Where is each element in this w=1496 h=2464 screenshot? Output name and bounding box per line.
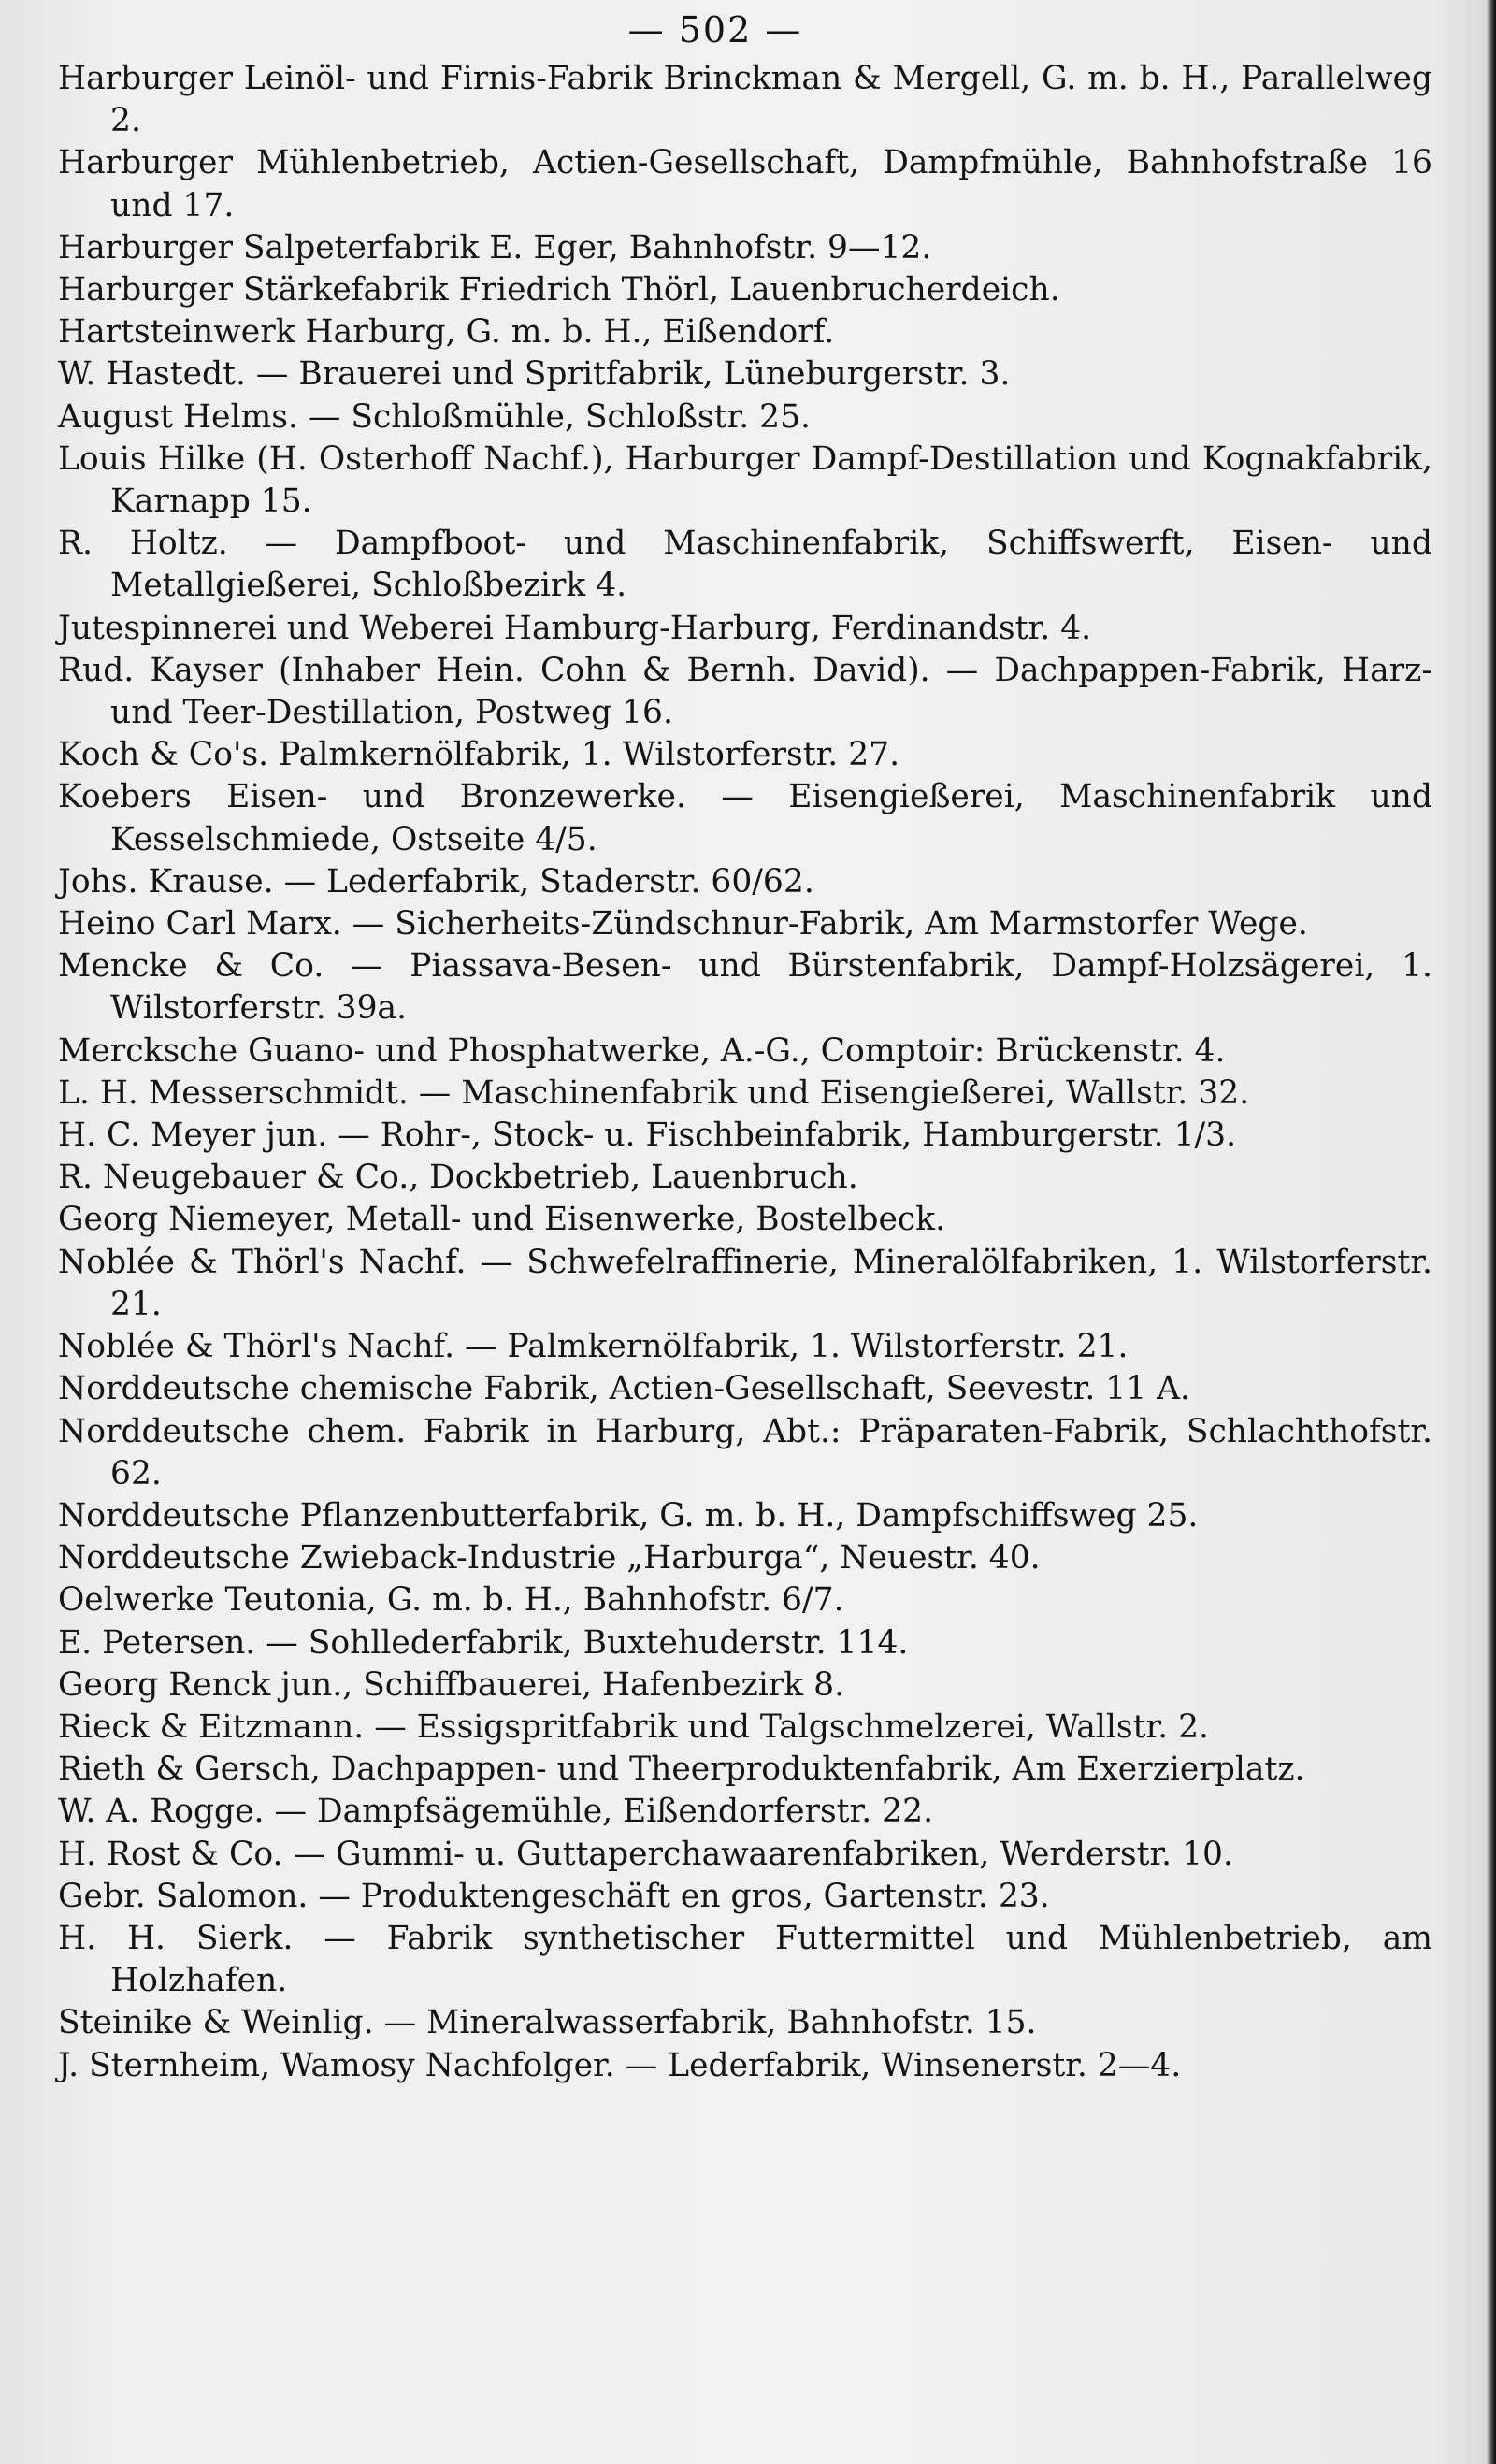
directory-entry: Louis Hilke (H. Osterhoff Nachf.), Harburger Dampf-Destillation und Kognakfabrik, Karnapp 15. [58, 439, 1432, 521]
directory-entry: Harburger Stärkefabrik Friedrich Thörl, Lauenbrucherdeich. [58, 271, 1060, 310]
page-edge-shadow [1487, 0, 1496, 2464]
directory-entry: August Helms. — Schloßmühle, Schloßstr. 25. [58, 397, 811, 436]
directory-entry: Jutespinnerei und Weberei Hamburg-Harburg, Ferdinandstr. 4. [58, 609, 1092, 647]
directory-entry: Rieth & Gersch, Dachpappen- und Theerproduktenfabrik, Am Exerzierplatz. [58, 1751, 1305, 1789]
directory-list [58, 58, 1432, 2087]
directory-entry: H. H. Sierk. — Fabrik synthetischer Futtermittel und Mühlenbetrieb, am Holzhafen. [58, 1919, 1432, 2000]
directory-entry: Mencke & Co. — Piassava-Besen- und Bürstenfabrik, Dampf-Holzsägerei, 1. Wilstorferstr. 39a. [58, 947, 1432, 1028]
directory-entry: Koebers Eisen- und Bronzewerke. — Eisengießerei, Maschinenfabrik und Kesselschmiede, Ostseite 4/5. [58, 778, 1432, 858]
directory-entry: Rud. Kayser (Inhaber Hein. Cohn & Bernh. David). — Dachpappen-Fabrik, Harz- und Teer-Destillation, Postweg 16. [58, 651, 1432, 732]
directory-entry: J. Sternheim, Wamosy Nachfolger. — Lederfabrik, Winsenerstr. 2—4. [58, 2046, 1182, 2084]
directory-entry: Heino Carl Marx. — Sicherheits-Zündschnur-Fabrik, Am Marmstorfer Wege. [58, 905, 1308, 944]
directory-entry: Norddeutsche Pflanzenbutterfabrik, G. m. b. H., Dampfschiffsweg 25. [58, 1496, 1199, 1535]
directory-entry: Hartsteinwerk Harburg, G. m. b. H., Eißendorf. [58, 313, 835, 352]
directory-entry: H. C. Meyer jun. — Rohr-, Stock- u. Fischbeinfabrik, Hamburgerstr. 1/3. [58, 1117, 1237, 1155]
directory-entry: Georg Renck jun., Schiffbauerei, Hafenbezirk 8. [58, 1665, 845, 1704]
directory-entry: Norddeutsche chemische Fabrik, Actien-Gesellschaft, Seevestr. 11 A. [58, 1370, 1191, 1408]
directory-entry: Harburger Mühlenbetrieb, Actien-Gesellschaft, Dampfmühle, Bahnhofstraße 16 und 17. [58, 144, 1432, 224]
directory-entry: Harburger Salpeterfabrik E. Eger, Bahnhofstr. 9—12. [58, 228, 932, 267]
directory-entry: Noblée & Thörl's Nachf. — Schwefelraffinerie, Mineralölfabriken, 1. Wilstorferstr. 21. [58, 1243, 1432, 1323]
directory-entry: W. A. Rogge. — Dampfsägemühle, Eißendorferstr. 22. [58, 1793, 934, 1831]
directory-entry: Gebr. Salomon. — Produktengeschäft en gros, Gartenstr. 23. [58, 1877, 1050, 1915]
directory-entry: Johs. Krause. — Lederfabrik, Staderstr. 60/62. [58, 862, 814, 901]
directory-entry: E. Petersen. — Sohllederfabrik, Buxtehuderstr. 114. [58, 1623, 909, 1662]
directory-entry: Noblée & Thörl's Nachf. — Palmkernölfabrik, 1. Wilstorferstr. 21. [58, 1328, 1129, 1366]
directory-entry: R. Neugebauer & Co., Dockbetrieb, Lauenbruch. [58, 1159, 858, 1197]
directory-entry: Harburger Leinöl- und Firnis-Fabrik Brinckman & Mergell, G. m. b. H., Parallelweg 2. [58, 60, 1432, 140]
directory-entry: Mercksche Guano- und Phosphatwerke, A.-G., Comptoir: Brückenstr. 4. [58, 1031, 1226, 1070]
directory-entry: Norddeutsche chem. Fabrik in Harburg, Abt.: Präparaten-Fabrik, Schlachthofstr. 62. [58, 1412, 1432, 1492]
directory-entry: Steinike & Weinlig. — Mineralwasserfabrik, Bahnhofstr. 15. [58, 2004, 1037, 2042]
directory-entry: Rieck & Eitzmann. — Essigspritfabrik und Talgschmelzerei, Wallstr. 2. [58, 1708, 1209, 1746]
directory-entry: Oelwerke Teutonia, G. m. b. H., Bahnhofstr. 6/7. [58, 1581, 844, 1620]
directory-entry: R. Holtz. — Dampfboot- und Maschinenfabrik, Schiffswerft, Eisen- und Metallgießerei, Schloßbezirk 4. [58, 525, 1432, 605]
directory-entry: Norddeutsche Zwieback-Industrie „Harburga“, Neuestr. 40. [58, 1539, 1041, 1578]
directory-entry: Georg Niemeyer, Metall- und Eisenwerke, Bostelbeck. [58, 1201, 946, 1239]
directory-entry: H. Rost & Co. — Gummi- u. Guttaperchawaarenfabriken, Werderstr. 10. [58, 1835, 1233, 1873]
directory-entry: W. Hastedt. — Brauerei und Spritfabrik, Lüneburgerstr. 3. [58, 355, 1011, 394]
page-number-header: — 502 — [627, 9, 803, 50]
directory-entry: L. H. Messerschmidt. — Maschinenfabrik und Eisengießerei, Wallstr. 32. [58, 1073, 1250, 1112]
directory-entry: Koch & Co's. Palmkernölfabrik, 1. Wilstorferstr. 27. [58, 736, 900, 774]
